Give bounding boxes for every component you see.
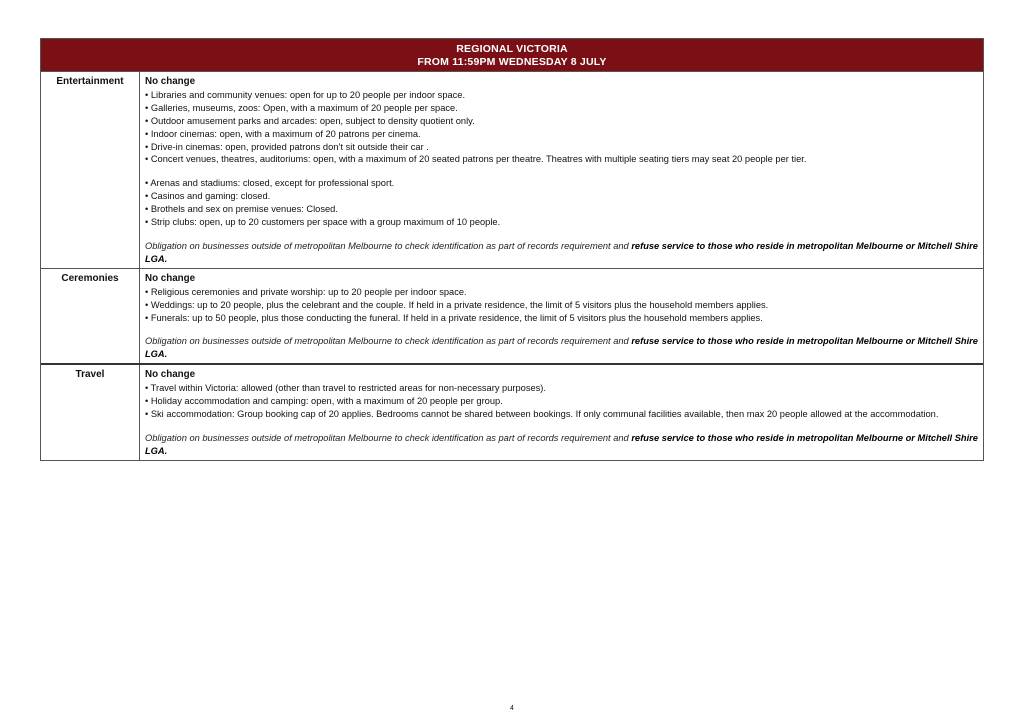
table-row-travel bbox=[41, 365, 983, 459]
obligation-emphasis: refuse service to those who reside in metropolitan Melbourne or Mitchell Shire LGA. bbox=[145, 336, 978, 360]
category-label: Travel bbox=[41, 365, 140, 459]
obligation-note bbox=[145, 335, 979, 361]
list-item: • Ski accommodation: Group booking cap of 20 applies. Bedrooms cannot be shared between bookings. If only communal facilities available, then max 20 people allowed at the accommodation. bbox=[145, 408, 939, 419]
obligation-text: Obligation on businesses outside of metropolitan Melbourne to check identification as part of records requirement and bbox=[145, 336, 632, 347]
header-date: FROM 11:59PM WEDNESDAY 8 JULY bbox=[417, 55, 607, 68]
row-content bbox=[140, 365, 983, 459]
list-item: • Indoor cinemas: open, with a maximum of 20 patrons per cinema. bbox=[145, 128, 421, 139]
list-item: • Galleries, museums, zoos: Open, with a maximum of 20 people per space. bbox=[145, 102, 458, 113]
list-item: • Arenas and stadiums: closed, except for professional sport. bbox=[145, 178, 395, 189]
list-item: • Outdoor amusement parks and arcades: open, subject to density quotient only. bbox=[145, 115, 475, 126]
category-label: Ceremonies bbox=[41, 269, 140, 363]
list-item: • Holiday accommodation and camping: open, with a maximum of 20 people per group. bbox=[145, 396, 503, 407]
list-item: • Strip clubs: open, up to 20 customers per space with a group maximum of 10 people. bbox=[145, 217, 501, 228]
obligation-note bbox=[145, 240, 979, 266]
row-content bbox=[140, 72, 983, 268]
status-text: No change bbox=[145, 76, 196, 87]
obligation-text: Obligation on businesses outside of metropolitan Melbourne to check identification as part of records requirement and bbox=[145, 240, 632, 251]
list-item: • Casinos and gaming: closed. bbox=[145, 191, 271, 202]
list-item: • Drive-in cinemas: open, provided patrons don’t sit outside their car . bbox=[145, 141, 429, 152]
page-number: 4 bbox=[510, 705, 514, 712]
list-item: • Travel within Victoria: allowed (other than travel to restricted areas for non-necessary purposes). bbox=[145, 383, 546, 394]
list-item: • Libraries and community venues: open for up to 20 people per indoor space. bbox=[145, 89, 466, 100]
table-header bbox=[41, 39, 983, 72]
obligation-note bbox=[145, 432, 979, 458]
status-text: No change bbox=[145, 369, 196, 381]
list-item: • Concert venues, theatres, auditoriums: open, with a maximum of 20 seated patrons per theatre. Theatres with multiple seating tiers may seat 20 people per tier. bbox=[145, 154, 807, 165]
list-item: • Religious ceremonies and private worship: up to 20 people per indoor space. bbox=[145, 286, 467, 297]
list-item: • Brothels and sex on premise venues: Closed. bbox=[145, 204, 338, 215]
row-content bbox=[140, 269, 983, 363]
table-row-entertainment bbox=[41, 72, 983, 269]
table-row-ceremonies bbox=[41, 269, 983, 365]
header-title: REGIONAL VICTORIA bbox=[456, 43, 568, 55]
obligation-text: Obligation on businesses outside of metropolitan Melbourne to check identification as part of records requirement and bbox=[145, 432, 632, 443]
restrictions-table bbox=[40, 38, 984, 461]
category-label: Entertainment bbox=[41, 72, 140, 268]
list-item: • Funerals: up to 50 people, plus those conducting the funeral. If held in a private residence, the limit of 5 visitors plus the household members applies. bbox=[145, 312, 763, 323]
obligation-emphasis: refuse service to those who reside in metropolitan Melbourne or Mitchell Shire LGA. bbox=[145, 432, 978, 456]
list-item: • Weddings: up to 20 people, plus the celebrant and the couple. If held in a private residence, the limit of 5 visitors plus the household members applies. bbox=[145, 299, 769, 310]
obligation-emphasis: refuse service to those who reside in metropolitan Melbourne or Mitchell Shire LGA. bbox=[145, 240, 978, 264]
status-text: No change bbox=[145, 272, 196, 284]
